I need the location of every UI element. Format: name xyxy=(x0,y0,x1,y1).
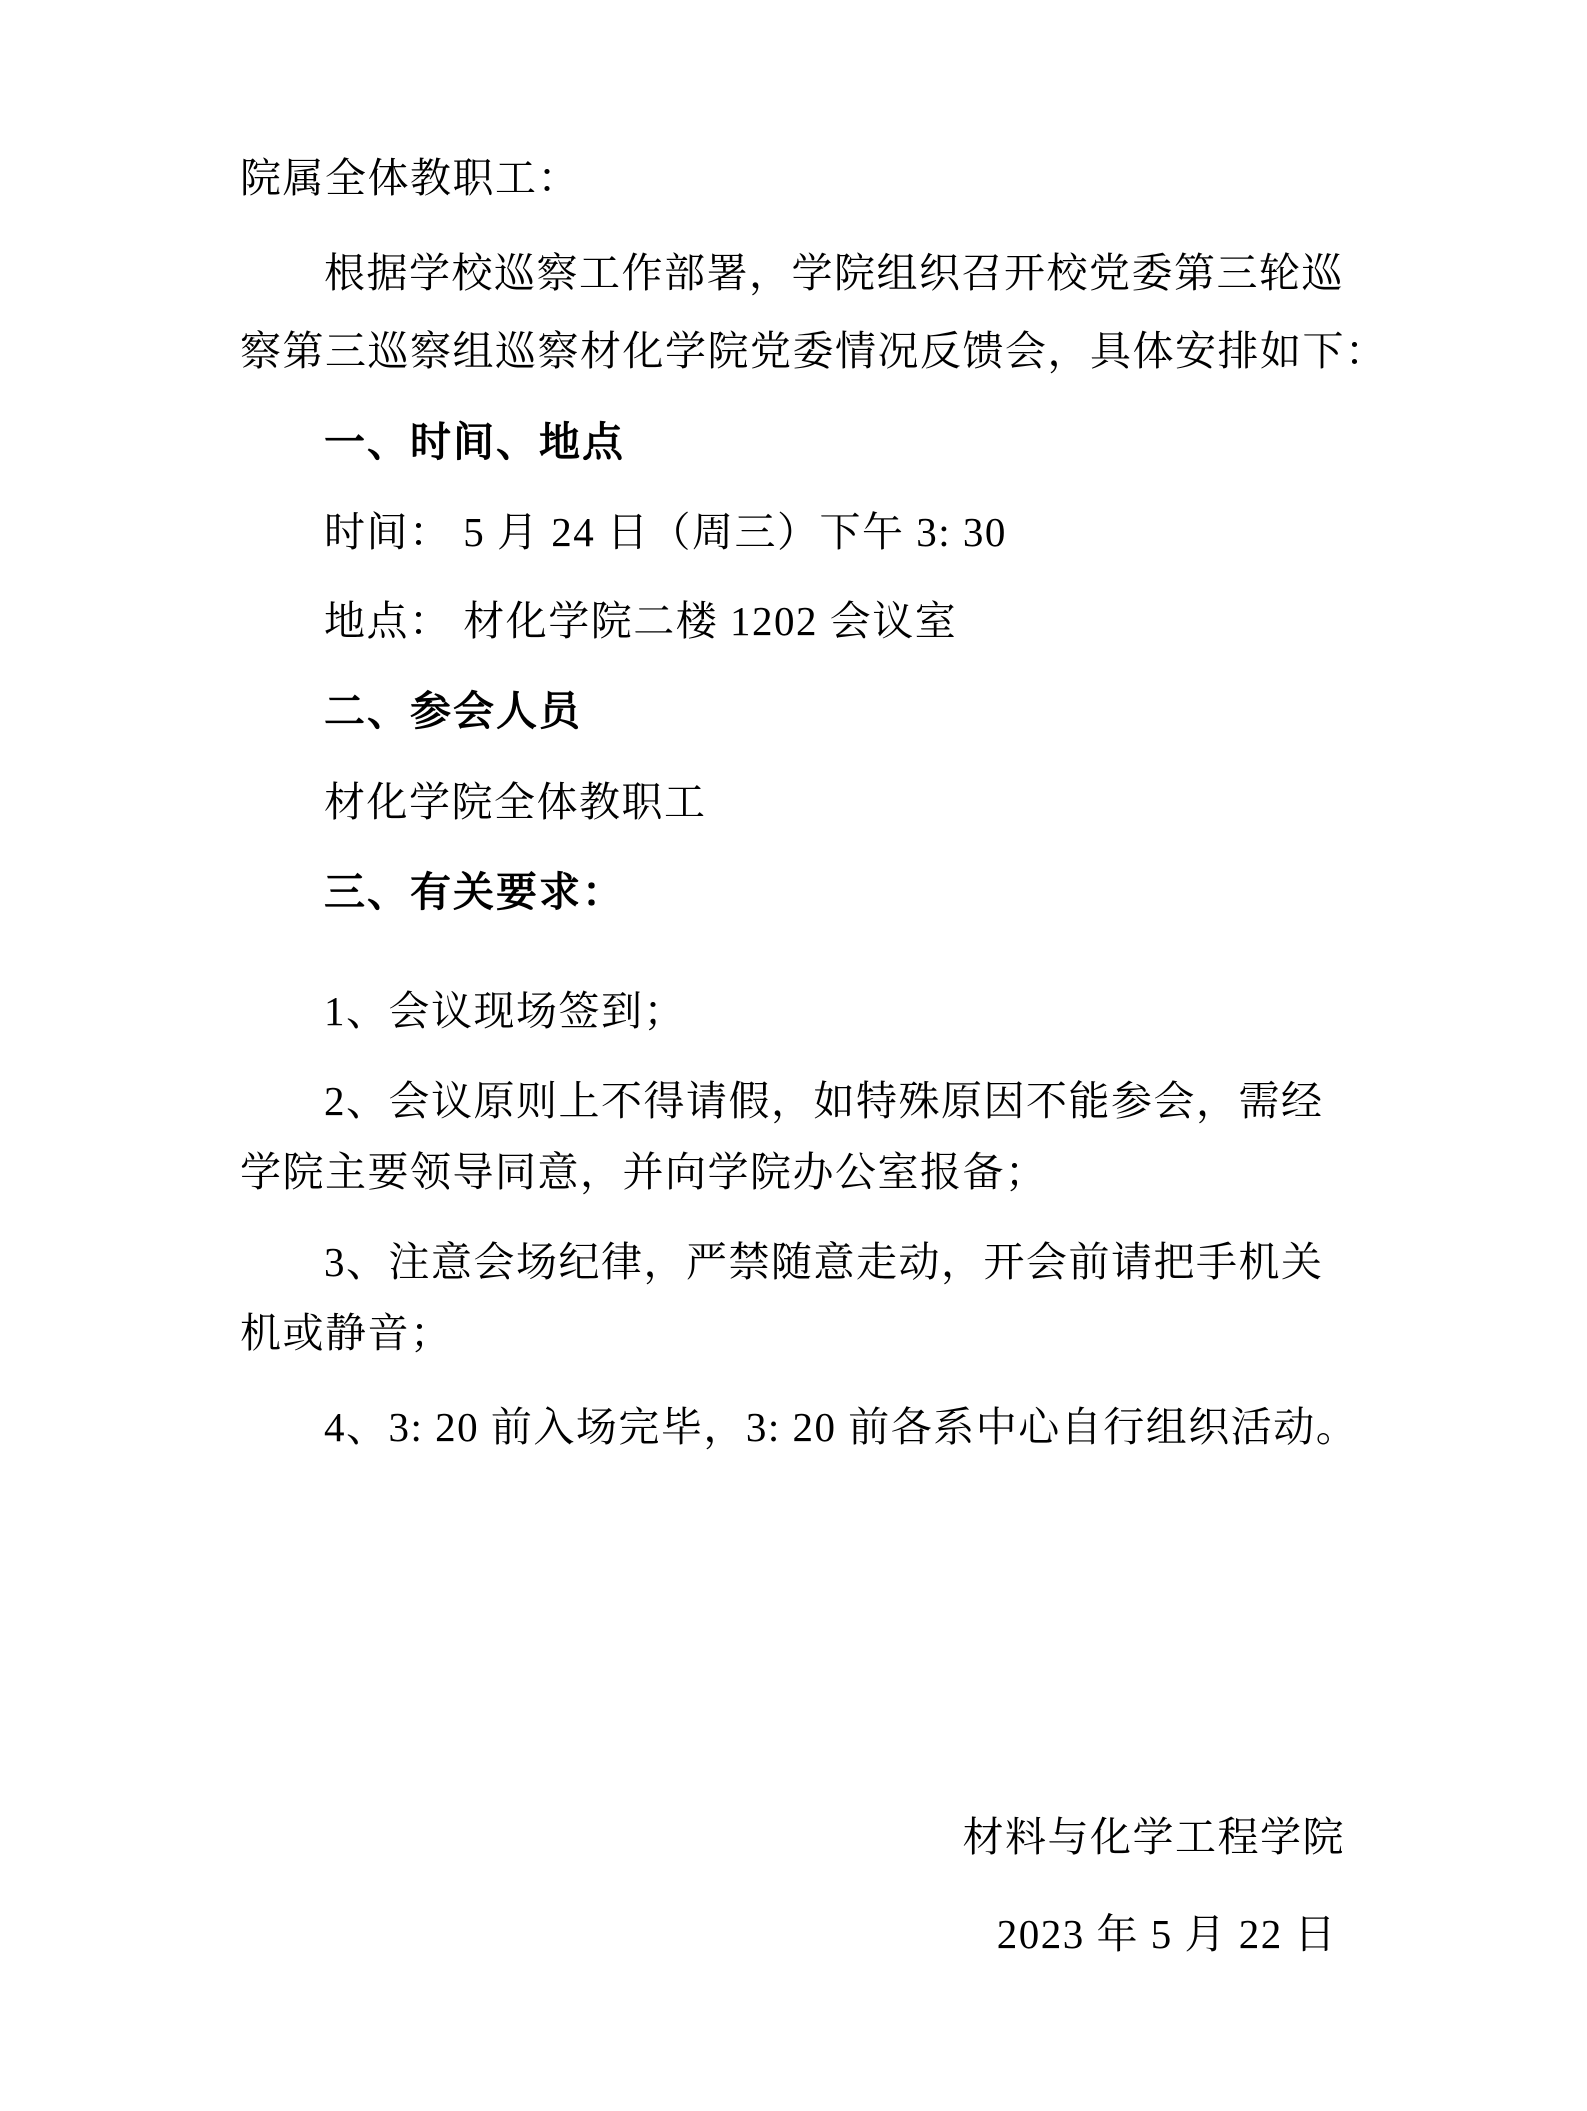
attendees-line: 材化学院全体教职工 xyxy=(324,779,707,825)
section-3-heading: 三、有关要求： xyxy=(324,869,625,915)
requirement-2-line-2: 学院主要领导同意，并向学院办公室报备； xyxy=(240,1149,1048,1195)
meeting-location-line: 地点： 材化学院二楼 1202 会议室 xyxy=(324,598,958,644)
section-2-heading: 二、参会人员 xyxy=(324,688,582,734)
signature-organization: 材料与化学工程学院 xyxy=(962,1814,1345,1860)
meeting-time-line: 时间： 5 月 24 日（周三）下午 3: 30 xyxy=(324,509,1007,555)
intro-paragraph-line-2: 察第三巡察组巡察材化学院党委情况反馈会，具体安排如下： xyxy=(240,328,1388,374)
requirement-4-line: 4、3: 20 前入场完毕，3: 20 前各系中心自行组织活动。 xyxy=(324,1404,1359,1450)
requirement-3-line-2: 机或静音； xyxy=(240,1310,453,1356)
requirement-1-line: 1、会议现场签到； xyxy=(324,988,686,1034)
salutation-line: 院属全体教职工： xyxy=(240,155,580,201)
intro-paragraph-line-1: 根据学校巡察工作部署，学院组织召开校党委第三轮巡 xyxy=(324,250,1344,296)
section-1-heading: 一、时间、地点 xyxy=(324,419,625,465)
requirement-3-line-1: 3、注意会场纪律，严禁随意走动，开会前请把手机关 xyxy=(324,1239,1324,1285)
requirement-2-line-1: 2、会议原则上不得请假，如特殊原因不能参会，需经 xyxy=(324,1078,1324,1124)
signature-date: 2023 年 5 月 22 日 xyxy=(996,1911,1337,1957)
